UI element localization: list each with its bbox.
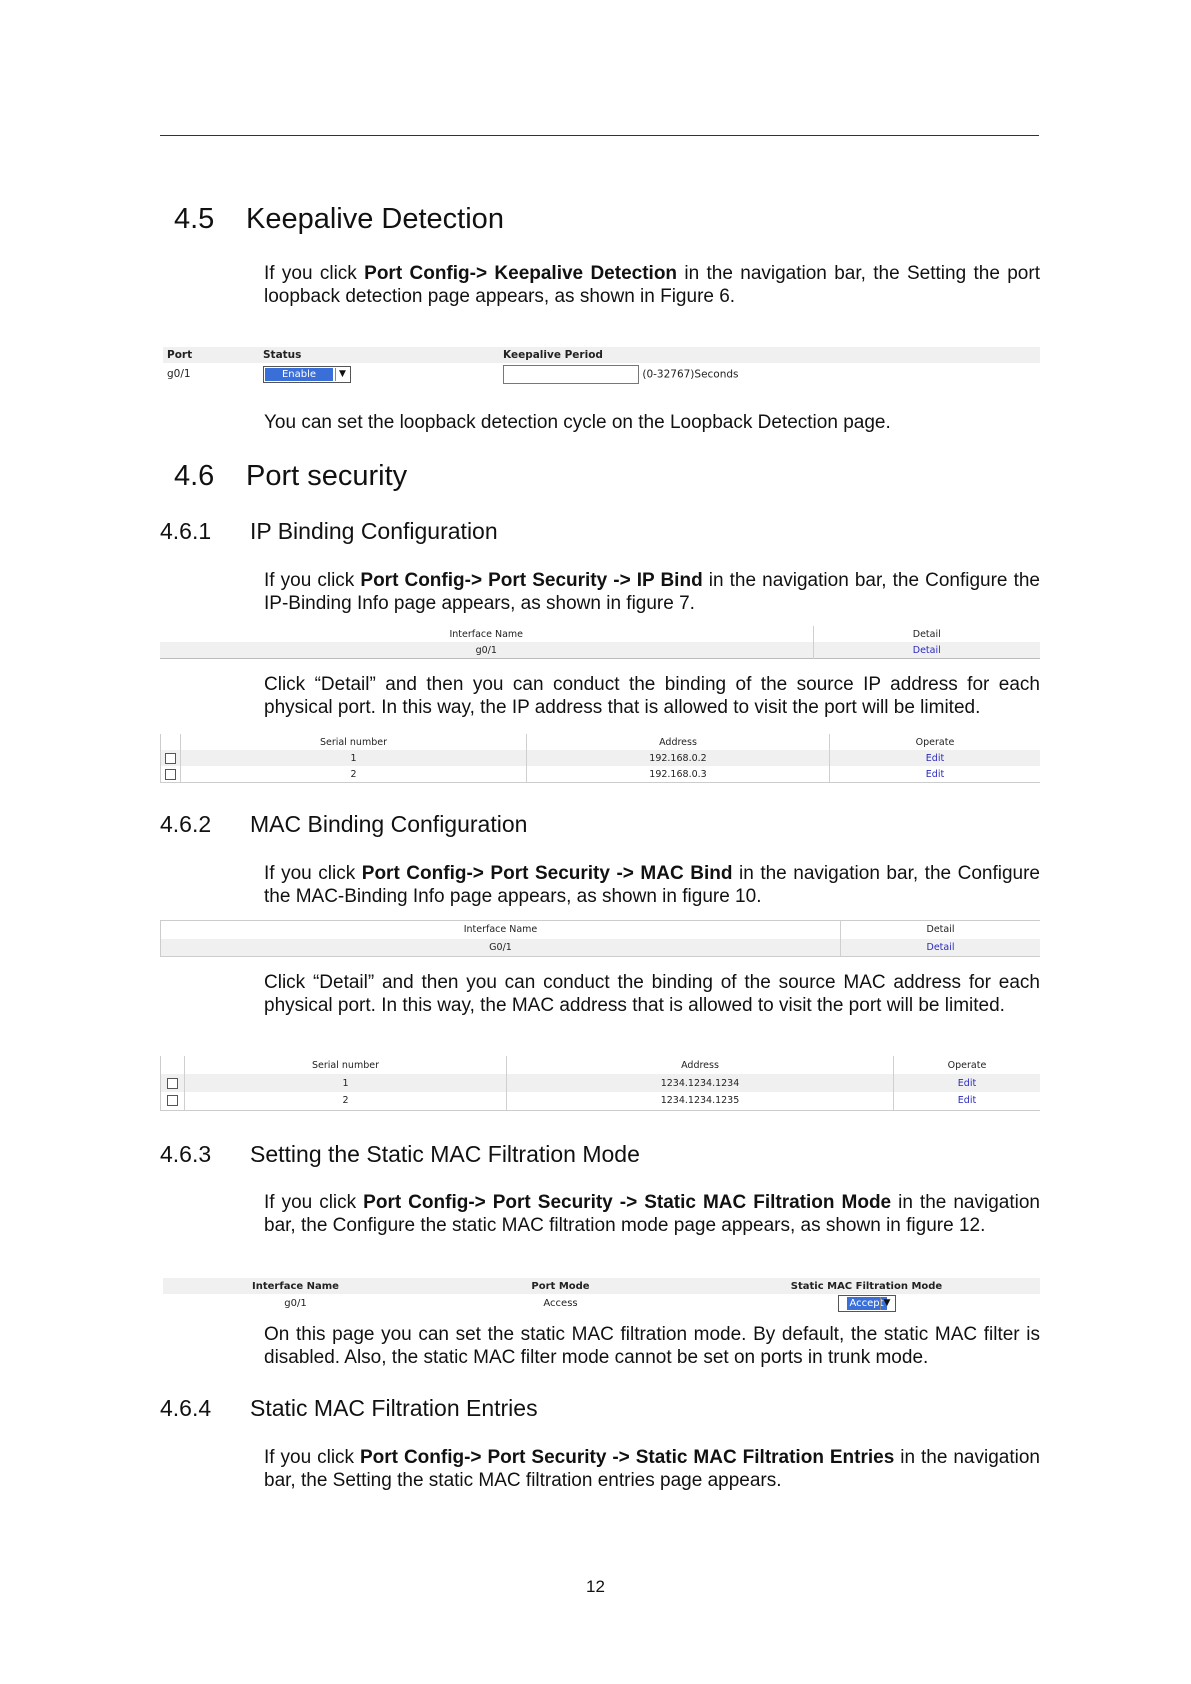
row-checkbox[interactable] bbox=[165, 769, 176, 780]
header-serial-number: Serial number bbox=[181, 734, 527, 750]
page-number: 12 bbox=[586, 1577, 605, 1596]
header-operate: Operate bbox=[947, 1059, 987, 1071]
ip-bind-table bbox=[160, 734, 1040, 783]
keepalive-table bbox=[163, 347, 1040, 385]
detail-link[interactable]: Detail bbox=[841, 939, 1041, 957]
paragraph-ip-bind-detail: Click “Detail” and then you can conduct the binding of the source IP address for each physical port. In this way, the IP address that is allowed to visit the port will be limited. bbox=[264, 674, 1040, 718]
header-port: Port bbox=[163, 347, 259, 363]
paragraph-mac-bind-detail: Click “Detail” and then you can conduct the binding of the source MAC address for each physical port. In this way, the MAC address that is allowed to visit the port will be limited. bbox=[264, 972, 1040, 1016]
header-static-mac-filtration-mode: Static MAC Filtration Mode bbox=[693, 1278, 1040, 1294]
interface-name-value: g0/1 bbox=[284, 1297, 307, 1309]
status-select[interactable] bbox=[263, 366, 351, 383]
paragraph-mac-filter-entries-intro: If you click Port Config-> Port Security -> Static MAC Filtration Entries in the navigation bar, the Setting the static MAC filtration entries page appears. bbox=[264, 1447, 1040, 1491]
edit-link[interactable]: Edit bbox=[957, 1095, 977, 1107]
header-keepalive-period: Keepalive Period bbox=[499, 347, 1040, 363]
table-row: 2 192.168.0.3 Edit bbox=[161, 766, 1041, 783]
detail-link[interactable]: Detail bbox=[813, 642, 1040, 659]
section-heading-4-6-1: 4.6.1 IP Binding Configuration bbox=[160, 518, 498, 544]
table-row: 1 192.168.0.2 Edit bbox=[161, 750, 1041, 766]
filter-mode-select-value: Accept bbox=[847, 1297, 887, 1310]
header-status: Status bbox=[259, 347, 499, 363]
section-heading-4-6: 4.6 Port security bbox=[174, 460, 408, 492]
header-port-mode: Port Mode bbox=[428, 1278, 693, 1294]
row-checkbox[interactable] bbox=[165, 753, 176, 764]
mac-filter-mode-table bbox=[163, 1278, 1040, 1312]
chevron-down-icon: ▼ bbox=[880, 1297, 894, 1310]
paragraph-keepalive-intro: If you click Port Config-> Keepalive Detection in the navigation bar, the Setting the port loopback detection page appears, as shown in Figure 6. bbox=[264, 263, 1040, 307]
header-operate: Operate bbox=[915, 736, 955, 748]
paragraph-mac-filter-mode-intro: If you click Port Config-> Port Security -> Static MAC Filtration Mode in the navigation bar, the Configure the static MAC filtration mode page appears, as shown in figure 12. bbox=[264, 1192, 1040, 1236]
table-row: 2 1234.1234.1235 Edit bbox=[161, 1092, 1041, 1110]
port-value: g0/1 bbox=[167, 368, 191, 380]
header-address: Address bbox=[527, 734, 830, 750]
header-detail: Detail bbox=[912, 628, 941, 640]
mac-interface-table bbox=[160, 920, 1040, 957]
period-cell bbox=[499, 363, 1040, 385]
mac-bind-table bbox=[160, 1056, 1040, 1111]
header-interface-name: Interface Name bbox=[160, 626, 813, 642]
interface-name-value: g0/1 bbox=[160, 642, 813, 659]
row-checkbox[interactable] bbox=[167, 1095, 178, 1106]
paragraph-mac-filter-mode-note: On this page you can set the static MAC filtration mode. By default, the static MAC filter is disabled. Also, the static MAC filter mode cannot be set on ports in trunk mode. bbox=[264, 1324, 1040, 1368]
section-heading-4-6-2: 4.6.2 MAC Binding Configuration bbox=[160, 811, 528, 837]
interface-name-value: G0/1 bbox=[161, 939, 841, 957]
paragraph-mac-bind-intro: If you click Port Config-> Port Security -> MAC Bind in the navigation bar, the Configure the MAC-Binding Info page appears, as shown in figure 10. bbox=[264, 863, 1040, 907]
edit-link[interactable]: Edit bbox=[894, 1074, 1041, 1092]
header-rule bbox=[160, 135, 1039, 136]
edit-link[interactable]: Edit bbox=[925, 768, 945, 780]
section-heading-4-6-4: 4.6.4 Static MAC Filtration Entries bbox=[160, 1395, 538, 1421]
keepalive-period-input[interactable] bbox=[503, 365, 639, 384]
status-select-value: Enable bbox=[265, 368, 333, 381]
period-hint: (0-32767)Seconds bbox=[642, 368, 739, 380]
header-detail: Detail bbox=[926, 924, 955, 936]
status-cell bbox=[259, 363, 499, 385]
port-mode-value: Access bbox=[543, 1297, 578, 1309]
header-interface-name: Interface Name bbox=[161, 921, 841, 939]
paragraph-keepalive-note: You can set the loopback detection cycle on the Loopback Detection page. bbox=[264, 412, 891, 433]
header-address: Address bbox=[507, 1056, 894, 1074]
section-heading-4-5: 4.5 Keepalive Detection bbox=[174, 203, 504, 235]
paragraph-ip-bind-intro: If you click Port Config-> Port Security -> IP Bind in the navigation bar, the Configure the IP-Binding Info page appears, as shown in figure 7. bbox=[264, 570, 1040, 614]
table-row: 1 1234.1234.1234 Edit bbox=[161, 1074, 1041, 1092]
filter-mode-select[interactable] bbox=[838, 1295, 896, 1312]
header-interface-name: Interface Name bbox=[163, 1278, 428, 1294]
section-heading-4-6-3: 4.6.3 Setting the Static MAC Filtration Mode bbox=[160, 1141, 640, 1167]
header-serial-number: Serial number bbox=[185, 1056, 507, 1074]
chevron-down-icon: ▼ bbox=[335, 368, 349, 381]
row-checkbox[interactable] bbox=[167, 1078, 178, 1089]
edit-link[interactable]: Edit bbox=[830, 750, 1041, 766]
ip-interface-table bbox=[160, 626, 1040, 659]
